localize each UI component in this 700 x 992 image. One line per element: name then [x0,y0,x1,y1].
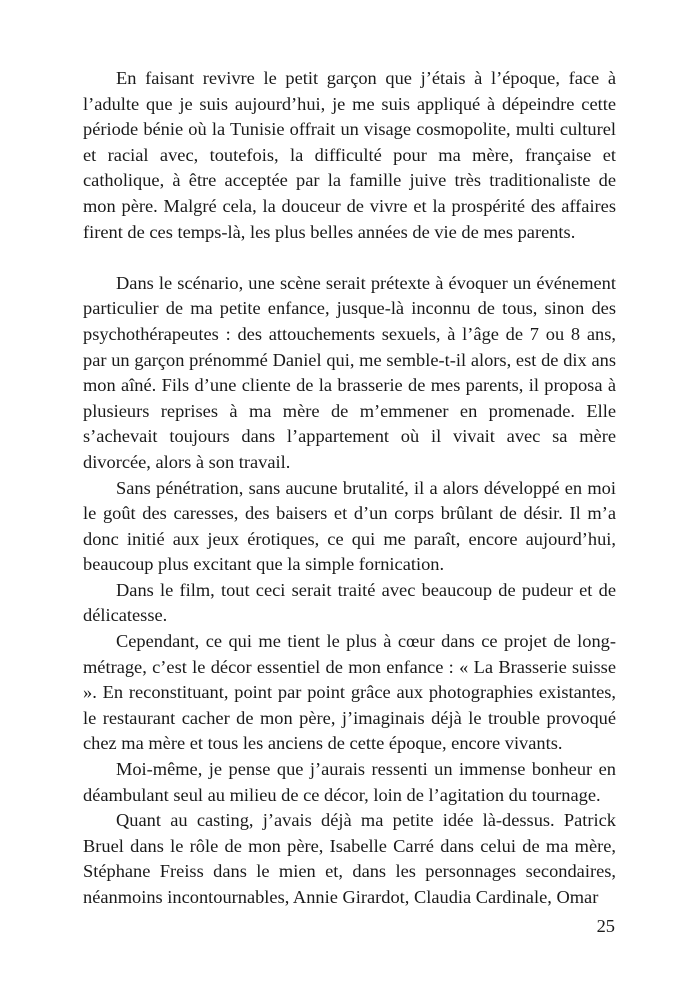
body-text [83,66,616,911]
paragraph-3: Sans pénétration, sans aucune brutalité, il a alors développé en moi le goût des caresses, des baisers et d’un corps brûlant de désir. Il m’a donc initié aux jeux érotiques, ce qui me paraît, encore aujourd’hui, beaucoup plus excitant que la simple fornication. [83,477,616,575]
paragraph-7: Quant au casting, j’avais déjà ma petite idée là-dessus. Patrick Bruel dans le rôle de mon père, Isabelle Carré dans celui de ma mère, Stéphane Freiss dans le mien et, dans les personnages secondaires, néanmoins incontournables, Annie Girardot, Claudia Cardinale, Omar [83,810,616,907]
paragraph-5: Cependant, ce qui me tient le plus à cœur dans ce projet de long-métrage, c’est le décor essentiel de mon enfance : « La Brasserie suisse ». En reconstituant, point par point grâce aux photographies existantes, le restaurant cacher de mon père, j’imaginais déjà le trouble provoqué chez ma mère et tous les anciens de cette époque, encore vivants. [83,631,616,754]
paragraph-1: En faisant revivre le petit garçon que j’étais à l’époque, face à l’adulte que je suis aujourd’hui, je me suis appliqué à dépeindre cette période bénie où la Tunisie offrait un visage cosmopolite, multi culturel et racial avec, toutefois, la difficulté pour ma mère, française et catholique, à être acceptée par la famille juive très traditionaliste de mon père. Malgré cela, la douceur de vivre et la prospérité des affaires firent de ces temps-là, les plus belles années de vie de mes parents. [83,68,616,242]
paragraph-6: Moi-même, je pense que j’aurais ressenti un immense bonheur en déambulant seul au milieu de ce décor, loin de l’agitation du tournage. [83,759,616,805]
page-number: 25 [596,916,615,936]
paragraph-2: Dans le scénario, une scène serait prétexte à évoquer un événement particulier de ma petite enfance, jusque-là inconnu de tous, sinon des psychothérapeutes : des attouchements sexuels, à l’âge de 7 ou 8 ans, par un garçon prénommé Daniel qui, me semble-t-il alors, est de dix ans mon aîné. Fils d’une cliente de la brasserie de mes parents, il proposa à plusieurs reprises à ma mère de m’emmener en promenade. Elle s’achevait toujours dans l’appartement où il vivait avec sa mère divorcée, alors à son travail. [83,272,616,472]
paragraph-4: Dans le film, tout ceci serait traité avec beaucoup de pudeur et de délicatesse. [83,579,616,626]
